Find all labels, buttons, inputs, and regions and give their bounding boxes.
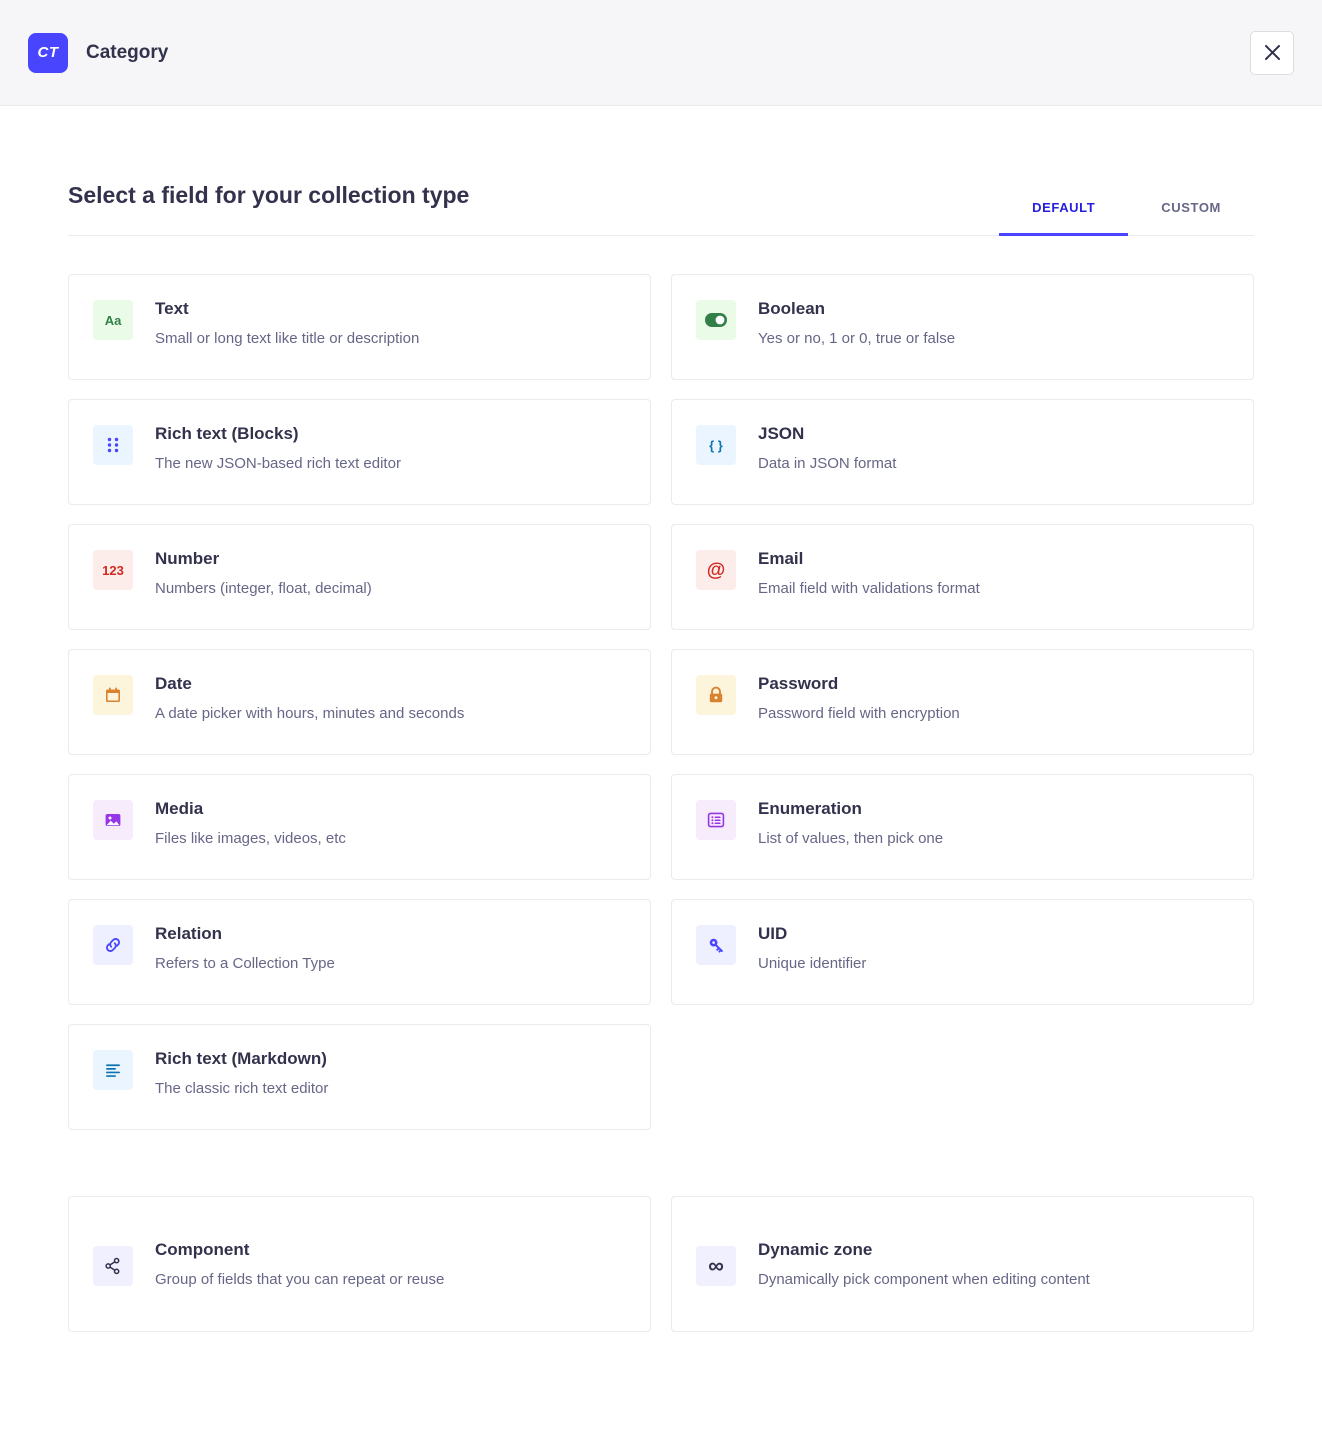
lock-icon — [696, 675, 736, 715]
section-title: Select a field for your collection type — [68, 182, 470, 208]
blocks-dots-icon — [93, 425, 133, 465]
tab-default[interactable]: DEFAULT — [999, 200, 1128, 236]
field-card-text — [758, 547, 980, 599]
field-card-description: Dynamically pick component when editing content — [758, 1271, 1090, 1288]
key-icon — [696, 925, 736, 965]
image-icon — [93, 800, 133, 840]
icon-glyph: { } — [709, 437, 723, 453]
field-card-description: Group of fields that you can repeat or reuse — [155, 1271, 445, 1288]
field-card-description: List of values, then pick one — [758, 830, 944, 847]
tab-custom[interactable]: CUSTOM — [1161, 200, 1221, 215]
field-card-media[interactable] — [68, 774, 651, 880]
toggle-icon — [696, 300, 736, 340]
link-icon — [93, 925, 133, 965]
field-card-title: Boolean — [758, 299, 826, 318]
icon-glyph: 123 — [102, 562, 124, 578]
field-card-description: Email field with validations format — [758, 580, 980, 597]
field-card-title: Component — [155, 1240, 250, 1259]
field-card-rich-text-markdown[interactable] — [68, 1024, 651, 1130]
calendar-icon — [93, 675, 133, 715]
field-type-grid — [68, 274, 1254, 1130]
field-card-email[interactable] — [671, 524, 1254, 630]
field-card-password[interactable] — [671, 649, 1254, 755]
field-card-description: Password field with encryption — [758, 705, 960, 722]
field-card-title: Text — [155, 299, 189, 318]
list-icon — [696, 800, 736, 840]
field-card-title: Date — [155, 674, 192, 693]
field-card-title: JSON — [758, 424, 805, 443]
field-card-description: Small or long text like title or description — [155, 330, 420, 347]
field-card-json[interactable] — [671, 399, 1254, 505]
close-icon — [1265, 45, 1280, 60]
section-header — [68, 106, 1254, 236]
page-title: Category — [86, 41, 169, 63]
field-card-title: Number — [155, 549, 220, 568]
icon-glyph: Aa — [104, 312, 122, 328]
field-card-description: The classic rich text editor — [155, 1080, 329, 1097]
tabs — [999, 200, 1254, 235]
close-button[interactable] — [1250, 31, 1294, 75]
field-card-title: Relation — [155, 924, 223, 943]
field-card-text — [758, 922, 866, 974]
field-card-text — [758, 797, 943, 849]
field-card-boolean[interactable] — [671, 274, 1254, 380]
field-card-enumeration[interactable] — [671, 774, 1254, 880]
field-card-relation[interactable] — [68, 899, 651, 1005]
modal-body — [0, 106, 1322, 1332]
field-card-description: The new JSON-based rich text editor — [155, 455, 401, 472]
field-card-date[interactable] — [68, 649, 651, 755]
icon-glyph: @ — [706, 559, 726, 581]
field-card-text[interactable] — [68, 274, 651, 380]
field-card-number[interactable] — [68, 524, 651, 630]
field-card-dynamic-zone[interactable] — [671, 1196, 1254, 1332]
collection-type-badge: CT — [28, 33, 68, 73]
field-card-text — [758, 297, 955, 349]
field-card-text — [758, 1238, 1090, 1290]
field-card-text — [758, 422, 896, 474]
field-card-text — [155, 922, 335, 974]
infinity-icon — [696, 1246, 736, 1286]
special-field-grid — [68, 1196, 1254, 1332]
field-card-description: Data in JSON format — [758, 455, 897, 472]
component-nodes-icon — [93, 1246, 133, 1286]
align-left-icon — [93, 1050, 133, 1090]
field-card-text — [155, 297, 419, 349]
field-card-rich-text-blocks[interactable] — [68, 399, 651, 505]
field-card-description: Yes or no, 1 or 0, true or false — [758, 330, 956, 347]
modal-header — [0, 0, 1322, 106]
icon-glyph: ∞ — [708, 1252, 724, 1278]
field-card-title: Rich text (Markdown) — [155, 1049, 327, 1068]
field-card-description: A date picker with hours, minutes and seconds — [155, 705, 465, 722]
field-card-description: Refers to a Collection Type — [155, 955, 335, 972]
field-card-description: Unique identifier — [758, 955, 867, 972]
field-card-title: Media — [155, 799, 204, 818]
field-card-text — [155, 547, 372, 599]
field-card-text — [155, 422, 401, 474]
field-card-text — [155, 797, 346, 849]
field-card-title: Enumeration — [758, 799, 862, 818]
text-aa-icon — [93, 300, 133, 340]
field-card-title: Password — [758, 674, 839, 693]
number-123-icon — [93, 550, 133, 590]
field-card-text — [758, 672, 960, 724]
at-sign-icon — [696, 550, 736, 590]
field-card-component[interactable] — [68, 1196, 651, 1332]
field-card-title: UID — [758, 924, 788, 943]
field-card-description: Numbers (integer, float, decimal) — [155, 580, 372, 597]
field-card-title: Email — [758, 549, 804, 568]
field-card-text — [155, 1238, 444, 1290]
field-card-text — [155, 672, 464, 724]
field-card-description: Files like images, videos, etc — [155, 830, 346, 847]
field-card-title: Rich text (Blocks) — [155, 424, 299, 443]
field-card-title: Dynamic zone — [758, 1240, 873, 1259]
field-card-text — [155, 1047, 328, 1099]
field-card-uid[interactable] — [671, 899, 1254, 1005]
braces-icon — [696, 425, 736, 465]
